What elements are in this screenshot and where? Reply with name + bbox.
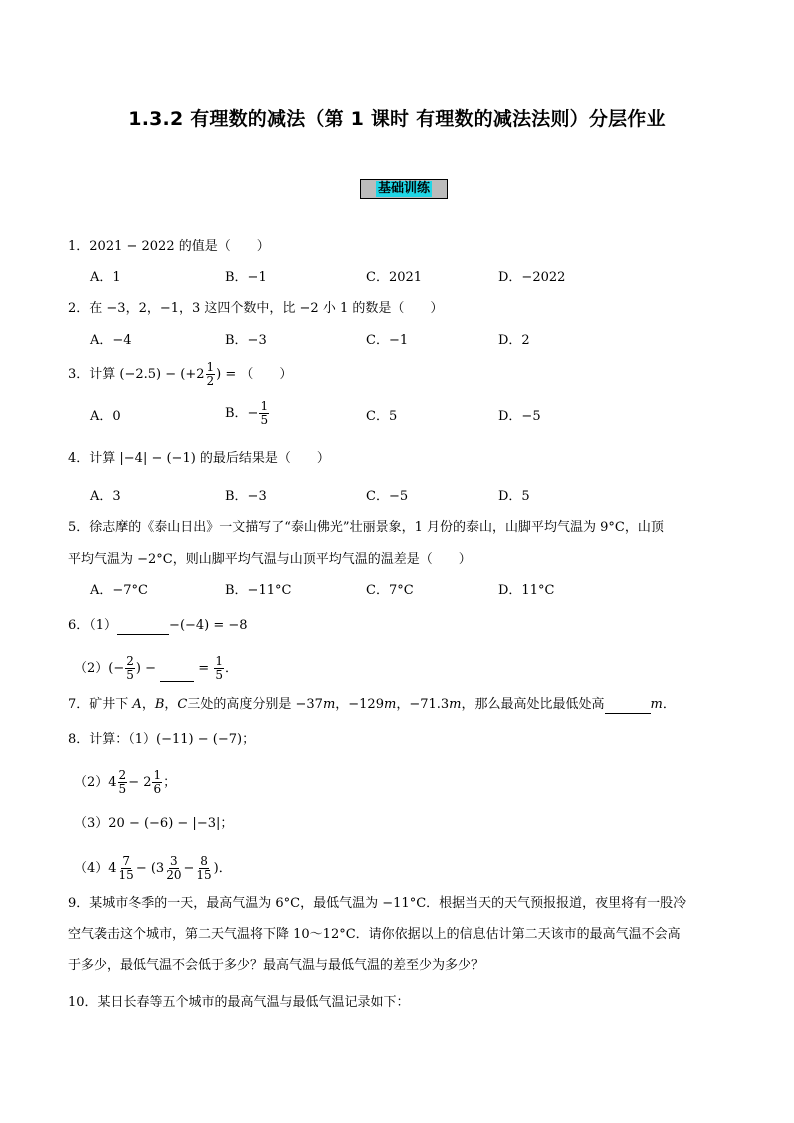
question-4-stem: 4．计算 |−4| − (−1) 的最后结果是（ ） bbox=[68, 451, 330, 466]
question-2-option-c: C．−1 bbox=[366, 333, 409, 348]
question-8-fraction: $\frac{7}{15}$ bbox=[118, 854, 134, 882]
answer-blank[interactable] bbox=[605, 699, 651, 714]
question-8-part-3: （3）20 − (−6) − |−3|； bbox=[74, 816, 234, 831]
question-9-line-2: 空气袭击这个城市，第二天气温将下降 10～12°C．请你依据以上的信息估计第二天该市的最高气温不会高 bbox=[68, 927, 681, 942]
question-5-option-a: A．−7°C bbox=[90, 583, 148, 598]
question-6-part-1: 6．（1） −(−4) = −8 bbox=[68, 618, 248, 633]
question-4-option-a: A．3 bbox=[90, 489, 121, 504]
question-2-stem: 2．在 −3，2，−1，3 这四个数中，比 −2 小 1 的数是（ ） bbox=[68, 301, 444, 316]
question-4-option-c: C．−5 bbox=[366, 489, 409, 504]
question-3-option-c: C．5 bbox=[366, 409, 398, 424]
question-6-fraction-1: $\frac{2}{5}$ bbox=[126, 654, 134, 682]
question-1-option-b: B．−1 bbox=[225, 270, 267, 285]
question-6-fraction-2: $\frac{1}{5}$ bbox=[215, 654, 223, 682]
question-8-fraction: $\frac{3}{20}$ bbox=[166, 854, 182, 882]
section-label-text: 基础训练 bbox=[377, 181, 430, 196]
question-3-option-b-fraction: $\frac{1}{5}$ bbox=[260, 399, 269, 427]
question-8-part-2: （2）4 $\frac{2}{5}$ − 2 $\frac{1}{6}$ ； bbox=[74, 768, 177, 796]
question-3-option-a: A．0 bbox=[90, 409, 121, 424]
question-2-option-a: A．−4 bbox=[90, 333, 132, 348]
section-label bbox=[360, 179, 448, 199]
question-2-option-d: D．2 bbox=[498, 333, 530, 348]
question-8-fraction: $\frac{8}{15}$ bbox=[196, 854, 212, 882]
question-9-line-1: 9．某城市冬季的一天，最高气温为 6°C，最低气温为 −11°C．根据当天的天气预报报道，夜里将有一股冷 bbox=[68, 896, 687, 911]
question-5-option-b: B．−11°C bbox=[225, 583, 292, 598]
question-1-option-a: A．1 bbox=[90, 270, 121, 285]
question-2-option-b: B．−3 bbox=[225, 333, 267, 348]
question-3-suffix: ) = （ ） bbox=[216, 367, 293, 382]
question-8-part-4: （4）4 $\frac{7}{15}$ − (3 $\frac{3}{20}$ − $\frac{8}{15}$ )． bbox=[74, 854, 232, 882]
question-4-option-d: D．5 bbox=[498, 489, 530, 504]
question-3-prefix: 3．计算 (−2.5) − (+2 bbox=[68, 367, 205, 382]
answer-blank[interactable] bbox=[117, 620, 169, 635]
question-6-part-2: （2）(− $\frac{2}{5}$ ) − = $\frac{1}{5}$ ． bbox=[74, 654, 238, 682]
page-title: 1.3.2 有理数的减法（第 1 课时 有理数的减法法则）分层作业 bbox=[128, 108, 666, 130]
question-1-option-c: C．2021 bbox=[366, 270, 423, 285]
question-8-fraction: $\frac{1}{6}$ bbox=[153, 768, 162, 796]
question-7-stem: 7．矿井下 A，B，C三处的高度分别是 −37m，−129m，−71.3m，那么最高处比最低处高 m． bbox=[68, 697, 676, 712]
question-3-option-b: B．− $\frac{1}{5}$ bbox=[225, 399, 269, 427]
question-5-option-c: C．7°C bbox=[366, 583, 414, 598]
question-3-stem bbox=[68, 361, 292, 388]
question-8-fraction: $\frac{2}{5}$ bbox=[118, 768, 127, 796]
question-1-option-d: D．−2022 bbox=[498, 270, 566, 285]
question-5-line-1: 5．徐志摩的《泰山日出》一文描写了“泰山佛光”壮丽景象，1 月份的泰山，山脚平均气温为 9°C，山顶 bbox=[68, 520, 664, 535]
question-10-stem: 10．某日长春等五个城市的最高气温与最低气温记录如下： bbox=[68, 995, 410, 1010]
question-5-option-d: D．11°C bbox=[498, 583, 555, 598]
answer-blank[interactable] bbox=[160, 667, 194, 682]
question-3-option-d: D．−5 bbox=[498, 409, 541, 424]
question-4-option-b: B．−3 bbox=[225, 489, 267, 504]
question-5-line-2: 平均气温为 −2°C，则山脚平均气温与山顶平均气温的温差是（ ） bbox=[68, 552, 472, 567]
question-1-stem: 1．2021 − 2022 的值是（ ） bbox=[68, 239, 270, 254]
question-8-part-1: 8．计算：（1）(−11) − (−7)； bbox=[68, 732, 256, 747]
question-9-line-3: 于多少，最低气温不会低于多少？最高气温与最低气温的差至少为多少？ bbox=[68, 958, 485, 973]
question-3-fraction: $\frac{1}{2}$ bbox=[206, 360, 215, 388]
